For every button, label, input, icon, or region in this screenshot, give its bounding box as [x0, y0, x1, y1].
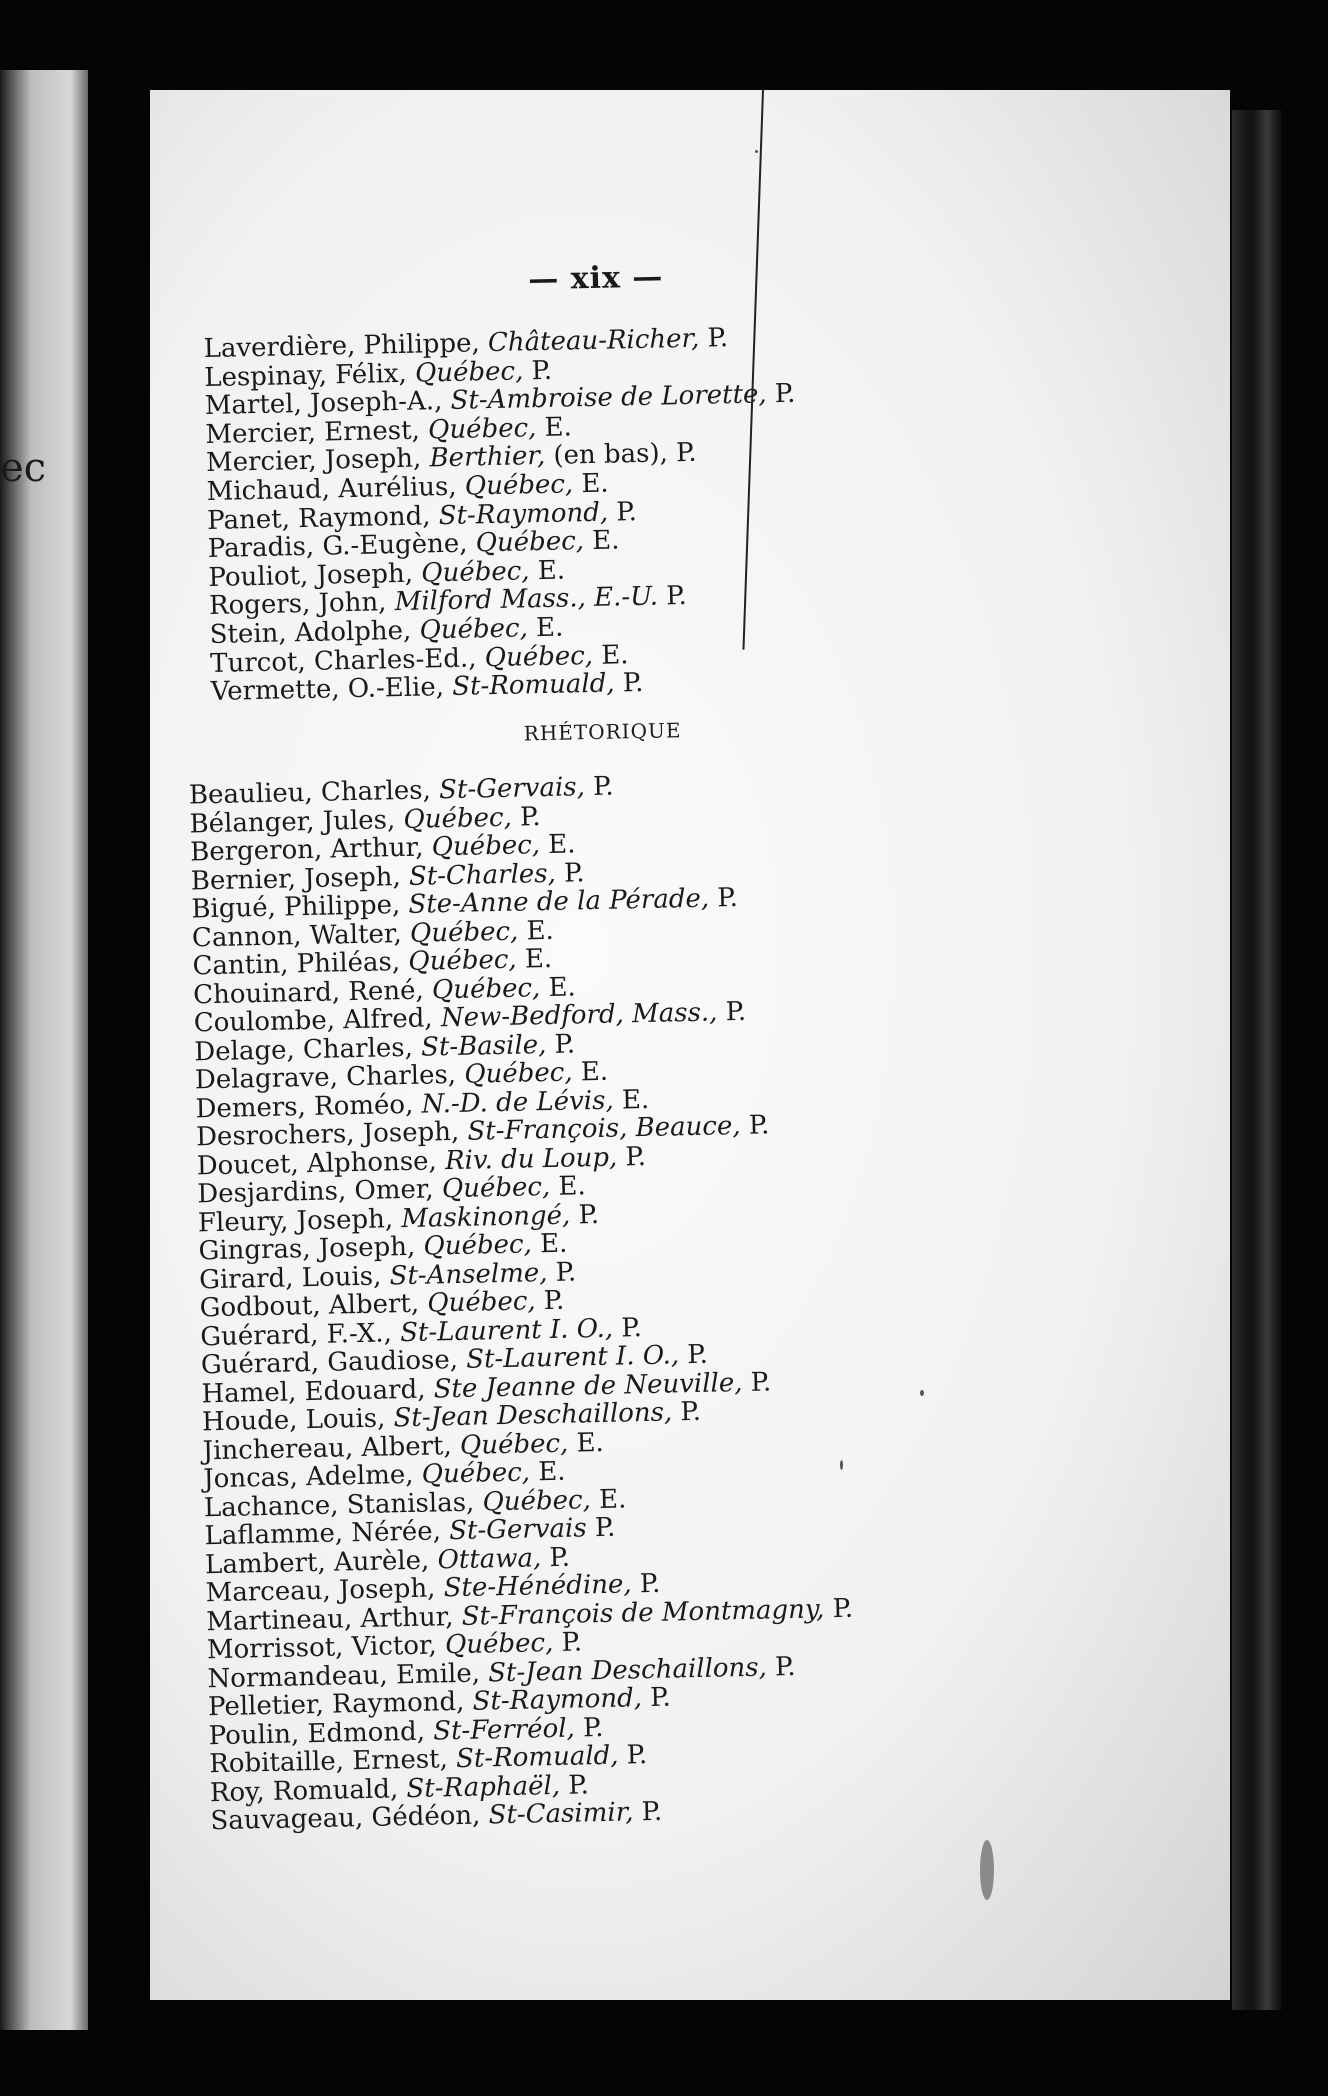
- student-name: Mercier, Ernest,: [205, 415, 421, 450]
- student-name: Bélanger, Jules,: [189, 804, 396, 839]
- student-name: Rogers, John,: [208, 587, 387, 622]
- student-name: Sauvageau, Gédéon,: [210, 1800, 481, 1837]
- student-place: New-Bedford, Mass.,: [440, 997, 718, 1034]
- student-name: Morrissot, Victor,: [206, 1630, 438, 1666]
- student-name: Delagrave, Charles,: [194, 1059, 457, 1096]
- student-place: St-Anselme,: [389, 1257, 548, 1291]
- student-status: E.: [537, 555, 566, 586]
- student-status: E.: [547, 829, 576, 860]
- smudge: [980, 1840, 994, 1900]
- student-name: Robitaille, Ernest,: [208, 1744, 449, 1780]
- student-place: Québec,: [463, 1057, 573, 1090]
- student-status: E.: [548, 971, 577, 1003]
- student-status: P.: [687, 1339, 709, 1371]
- student-place: Québec,: [464, 469, 574, 502]
- student-status: E.: [524, 943, 553, 975]
- student-name: Delage, Charles,: [194, 1032, 414, 1067]
- student-name: Coulombe, Alfred,: [193, 1003, 433, 1039]
- student-place: St-Jean Deschaillons,: [393, 1397, 673, 1434]
- student-place: Québec,: [409, 916, 519, 949]
- student-place: Québec,: [475, 526, 585, 559]
- student-place: Québec,: [431, 972, 541, 1005]
- student-place: Québec,: [403, 802, 513, 835]
- student-name: Chouinard, René,: [192, 975, 425, 1010]
- student-status: P.: [549, 1542, 571, 1573]
- left-page-fragment: ec: [0, 445, 47, 491]
- student-name: Vermette, O.-Elie,: [210, 672, 445, 708]
- student-status: P.: [555, 1256, 577, 1288]
- student-place: Québec,: [419, 613, 529, 646]
- student-place: Ste Jeanne de Neuville,: [433, 1367, 743, 1404]
- student-place: Québec,: [482, 1484, 592, 1517]
- student-name: Normandeau, Emile,: [207, 1658, 481, 1694]
- student-status: P.: [616, 496, 638, 528]
- section-heading-text: RHÉTORIQUE: [523, 718, 682, 746]
- student-name: Bergeron, Arthur,: [189, 832, 424, 868]
- student-place: Québec,: [427, 1286, 536, 1319]
- student-name: Laflamme, Nérée,: [204, 1516, 442, 1552]
- right-binding-edge: [1232, 110, 1282, 2010]
- student-place: St-Laurent I. O.,: [399, 1313, 614, 1348]
- student-name: Desrochers, Joseph,: [195, 1116, 460, 1153]
- student-status: P.: [750, 1366, 772, 1398]
- student-status: P.: [649, 1682, 672, 1714]
- student-status: E.: [544, 412, 573, 443]
- student-status: P.: [626, 1740, 648, 1771]
- student-status: P.: [592, 771, 614, 802]
- student-place: Québec,: [431, 830, 541, 863]
- student-status: P.: [680, 1396, 702, 1428]
- student-place: St-Raymond,: [438, 497, 609, 531]
- speck: [755, 150, 758, 153]
- student-status: P.: [563, 857, 585, 889]
- student-list-top: [203, 323, 801, 707]
- student-status: P.: [554, 1028, 576, 1060]
- student-status: P.: [725, 996, 747, 1028]
- student-status: E.: [537, 1456, 566, 1488]
- student-name: Michaud, Aurélius,: [206, 471, 457, 507]
- student-status: P.: [561, 1627, 583, 1658]
- student-status: P.: [578, 1199, 600, 1230]
- student-name: Hamel, Edouard,: [201, 1374, 426, 1409]
- student-status: P.: [543, 1285, 565, 1317]
- student-place: St-François de Montmagny,: [461, 1593, 825, 1632]
- student-name: Lachance, Stanislas,: [203, 1487, 475, 1523]
- student-name: Marceau, Joseph,: [205, 1573, 436, 1609]
- student-name: Doucet, Alphonse,: [196, 1145, 438, 1181]
- student-place: Québec,: [414, 355, 524, 389]
- student-status: P.: [639, 1568, 661, 1600]
- student-status: E.: [600, 639, 629, 671]
- student-status: E.: [535, 612, 564, 644]
- student-status: P.: [582, 1712, 604, 1743]
- student-name: Guérard, Gaudiose,: [200, 1344, 459, 1381]
- student-place: Ste-Anne de la Pérade,: [408, 883, 710, 920]
- student-status: P.: [567, 1769, 590, 1801]
- student-name: Mercier, Joseph,: [205, 443, 422, 479]
- student-status: P.: [748, 1110, 770, 1141]
- student-name: Cannon, Walter,: [191, 918, 403, 953]
- student-status: P.: [717, 882, 739, 914]
- student-place: St-Jean Deschaillons,: [487, 1652, 768, 1688]
- student-name: Roy, Romuald,: [209, 1773, 399, 1808]
- student-place: N.-D. de Lévis,: [421, 1085, 614, 1120]
- student-name: Lambert, Aurèle,: [204, 1545, 430, 1580]
- speck: [920, 1390, 924, 1396]
- section-heading: [524, 718, 682, 745]
- student-name: Cantin, Philéas,: [192, 947, 401, 982]
- student-place: Riv. du Loup,: [444, 1142, 618, 1176]
- student-status: E.: [591, 525, 620, 557]
- student-place: Québec,: [408, 944, 517, 977]
- student-name: Bigué, Philippe,: [191, 890, 401, 925]
- student-place: Milford Mass., E.-U.: [394, 581, 659, 618]
- student-place: Québec,: [427, 412, 537, 446]
- student-status: E.: [558, 1171, 587, 1202]
- student-status: E.: [526, 915, 555, 946]
- student-place: St-Ferréol,: [432, 1713, 576, 1747]
- student-name: Martel, Joseph-A.,: [204, 386, 443, 422]
- student-name: Panet, Raymond,: [206, 500, 431, 536]
- student-status: P.: [774, 378, 796, 410]
- student-place: Québec,: [484, 640, 594, 673]
- student-status: P.: [594, 1512, 616, 1544]
- page-number: — xix —: [527, 259, 664, 298]
- student-status: P.: [625, 1141, 647, 1172]
- student-place: St-Gervais: [448, 1513, 587, 1547]
- student-name: Pouliot, Joseph,: [208, 558, 414, 593]
- student-status: E.: [621, 1084, 650, 1115]
- student-name: Godbout, Albert,: [199, 1288, 420, 1324]
- student-place: St-Gervais,: [438, 772, 586, 806]
- student-name: Gingras, Joseph,: [198, 1231, 416, 1267]
- student-name: Fleury, Joseph,: [197, 1203, 394, 1238]
- student-status: E.: [576, 1427, 605, 1458]
- student-name: Beaulieu, Charles,: [188, 775, 432, 811]
- student-place: Berthier,: [429, 441, 546, 474]
- student-name: Turcot, Charles-Ed.,: [209, 642, 477, 679]
- student-status: P.: [707, 323, 729, 354]
- student-place: St-Ambroise de Lorette,: [450, 379, 767, 417]
- student-place: St-Raymond,: [472, 1683, 643, 1717]
- student-place: Québec,: [421, 1457, 531, 1490]
- student-place: St-François, Beauce,: [467, 1110, 741, 1147]
- student-name: Poulin, Edmond,: [208, 1716, 426, 1751]
- student-name: Bernier, Joseph,: [190, 861, 402, 896]
- student-status: P.: [622, 668, 644, 699]
- student-status: E.: [539, 1228, 568, 1260]
- left-page-edge: [0, 70, 88, 2030]
- student-place: Québec,: [444, 1628, 554, 1661]
- student-name: Houde, Louis,: [201, 1403, 386, 1438]
- student-place: Château-Richer,: [487, 323, 700, 359]
- student-status: E.: [580, 1056, 609, 1088]
- student-place: St-Basile,: [420, 1029, 547, 1063]
- student-place: St-Romuald,: [451, 668, 615, 703]
- student-name: Pelletier, Raymond,: [207, 1686, 465, 1723]
- student-status: P.: [519, 801, 541, 833]
- student-place: Québec,: [459, 1428, 569, 1461]
- student-status: E.: [598, 1483, 627, 1515]
- student-place: St-Charles,: [408, 858, 557, 892]
- student-list-rhetorique: [189, 768, 858, 1836]
- student-name: Lespinay, Félix,: [203, 358, 408, 393]
- student-place: Ste-Hénédine,: [443, 1569, 632, 1604]
- student-status: P.: [641, 1796, 663, 1828]
- student-status: E.: [581, 468, 609, 500]
- student-place: St-Casimir,: [488, 1797, 634, 1831]
- student-status: P.: [621, 1312, 643, 1344]
- student-name: Girard, Louis,: [198, 1261, 382, 1295]
- student-name: Stein, Adolphe,: [209, 615, 412, 650]
- student-name: Paradis, G.-Eugène,: [207, 528, 468, 565]
- student-place: St-Laurent I. O.,: [465, 1340, 680, 1375]
- student-place: Maskinongé,: [401, 1200, 571, 1234]
- student-status: P.: [531, 355, 553, 386]
- student-name: Joncas, Adelme,: [203, 1459, 414, 1495]
- student-place: Ottawa,: [437, 1542, 542, 1575]
- student-status: P.: [665, 581, 687, 612]
- student-place: Québec,: [420, 556, 530, 589]
- student-name: Martineau, Arthur,: [206, 1601, 454, 1637]
- student-name: Laverdière, Philippe,: [203, 328, 481, 365]
- student-place: Québec,: [423, 1229, 533, 1262]
- student-name: Desjardins, Omer,: [197, 1174, 434, 1210]
- student-place: Québec,: [441, 1171, 551, 1205]
- student-name: Jinchereau, Albert,: [202, 1430, 453, 1466]
- student-place: St-Raphaël,: [406, 1770, 561, 1804]
- student-place: St-Romuald,: [455, 1740, 619, 1775]
- student-status: P.: [832, 1593, 854, 1624]
- student-status: (en bas), P.: [553, 438, 697, 472]
- student-name: Guérard, F.-X.,: [200, 1317, 393, 1352]
- student-status: P.: [774, 1651, 796, 1682]
- student-name: Demers, Roméo,: [195, 1089, 414, 1124]
